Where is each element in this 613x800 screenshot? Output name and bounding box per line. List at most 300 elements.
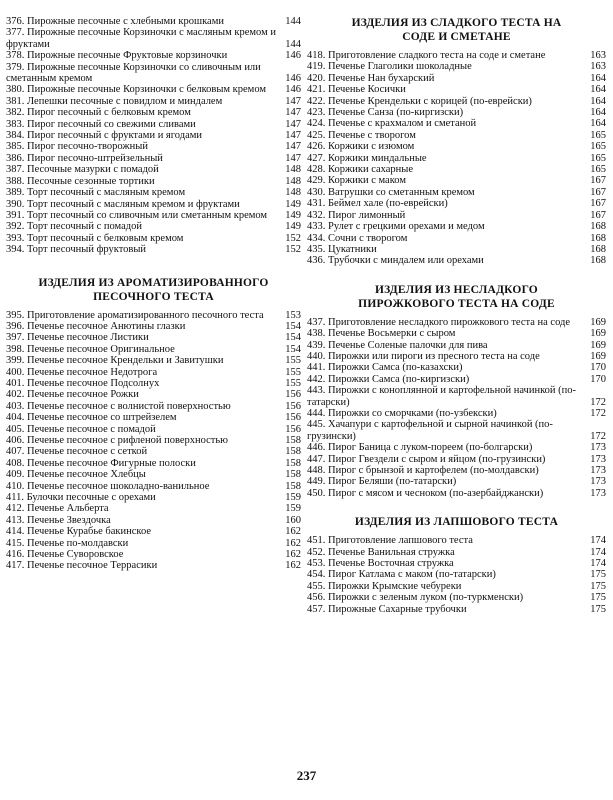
entry-page-number: 175	[590, 580, 606, 592]
entry-title: Булочки песочные с орехами	[26, 492, 156, 504]
entry-number: 398.	[6, 343, 25, 355]
entry-page-number: 144	[285, 38, 301, 50]
entry-number: 433.	[307, 221, 326, 233]
entry-number: 379.	[6, 61, 25, 73]
entry-page-number: 147	[285, 95, 301, 107]
entry-number: 443.	[307, 385, 326, 397]
entry-number: 449.	[307, 476, 326, 488]
entry-number: 385.	[6, 141, 25, 153]
entry-title: Пирог Баница с луком-пореем (по-болгарски)	[328, 442, 533, 454]
entry-title: Торт песочный с помадой	[27, 221, 142, 233]
entry-page-number: 162	[285, 526, 301, 538]
entry-title: Печенье Санза (по-киргизски)	[328, 107, 464, 119]
entry-title: Торт песочный с масляным кремом	[27, 187, 186, 199]
entry-title: Пирожные Сахарные трубочки	[328, 603, 467, 615]
entry-title: Печенье Звездочка	[27, 514, 111, 526]
toc-entry	[6, 153, 301, 164]
entry-title: Песочные мазурки с помадой	[27, 164, 159, 176]
section-title-line: СОДЕ И СМЕТАНЕ	[402, 31, 511, 43]
entry-page-number: 160	[285, 514, 301, 526]
entry-title: Печенье песочное Фигурные полоски	[27, 457, 196, 469]
entry-page-number: 158	[285, 469, 301, 481]
toc-entry	[6, 503, 301, 514]
entry-number: 453.	[307, 558, 326, 570]
entry-number: 445.	[307, 419, 326, 431]
entry-number: 399.	[6, 355, 25, 367]
toc-entry	[307, 198, 606, 209]
toc-entry	[307, 61, 606, 72]
entry-title: Торт песочный с масляным кремом и фруктами	[27, 198, 240, 210]
entry-number: 448.	[307, 465, 326, 476]
right-column	[307, 16, 606, 615]
entry-title: Печенье песочное с помадой	[27, 423, 156, 435]
entry-page-number: 167	[590, 198, 606, 210]
entry-page-number: 152	[285, 232, 301, 244]
entry-page-number: 154	[285, 343, 301, 355]
entry-title: Печенье песочное с рифленой поверхностью	[27, 435, 229, 446]
entry-title: Пирожные песочные Корзиночки с масляным кремом и фруктами	[6, 27, 276, 50]
entry-page-number: 167	[590, 175, 606, 187]
section-title-line: ИЗДЕЛИЯ ИЗ НЕСЛАДКОГО	[375, 283, 538, 296]
page-number: 237	[296, 768, 317, 783]
entry-number: 413.	[6, 514, 25, 526]
section-title-line: ИЗДЕЛИЯ ИЗ ЛАПШОВОГО ТЕСТА	[354, 516, 559, 529]
entry-title: Пирог песочный с белковым кремом	[27, 107, 191, 119]
entry-page-number: 173	[590, 465, 606, 476]
entry-title: Печенье песочное Террасики	[27, 560, 158, 572]
entry-page-number: 146	[285, 84, 301, 96]
entry-number: 436.	[307, 255, 326, 267]
entry-number: 391.	[6, 209, 25, 221]
entry-title: Печенье песочное Подсолнух	[27, 377, 160, 389]
left-column	[6, 16, 301, 572]
entry-page-number: 170	[590, 373, 606, 385]
entry-title: Пирожки с коноплянной и картофельной начинкой (по-татарски)	[307, 385, 577, 408]
entry-page-number: 172	[590, 407, 606, 419]
entry-page-number: 168	[590, 255, 606, 267]
entry-title: Печенье Восточная стружка	[328, 558, 454, 570]
entry-page-number: 147	[285, 118, 301, 130]
toc-entry	[307, 454, 606, 465]
entry-number: 432.	[307, 209, 326, 221]
entry-title: Печенье песочное Оригинальное	[27, 343, 175, 355]
entry-page-number: 164	[590, 107, 606, 119]
entry-page-number: 147	[285, 141, 301, 153]
entry-title: Пирог Катлама с маком (по-татарски)	[328, 569, 496, 581]
entry-number: 416.	[6, 549, 25, 561]
entry-number: 408.	[6, 457, 25, 469]
entry-page-number: 173	[590, 442, 606, 454]
entry-page-number: 169	[590, 350, 606, 362]
entry-page-number: 147	[285, 152, 301, 164]
toc-entry	[6, 233, 301, 244]
entry-number: 437.	[307, 316, 326, 328]
toc-entry	[307, 592, 606, 603]
entry-title: Лепешки песочные с повидлом и миндалем	[27, 95, 223, 107]
toc-entry	[6, 560, 301, 571]
entry-number: 422.	[307, 95, 326, 107]
entry-number: 421.	[307, 84, 326, 96]
toc-entry	[6, 515, 301, 526]
entry-page-number: 165	[590, 152, 606, 164]
toc-entry	[307, 84, 606, 95]
toc-entry	[6, 332, 301, 343]
entry-page-number: 158	[285, 480, 301, 492]
section-title-line: ПИРОЖКОВОГО ТЕСТА НА СОДЕ	[358, 297, 555, 310]
entry-page-number: 149	[285, 198, 301, 210]
toc-entry	[307, 569, 606, 580]
toc-entry	[307, 221, 606, 232]
entry-page-number: 173	[590, 453, 606, 465]
entry-number: 411.	[6, 492, 24, 504]
entry-list	[6, 310, 301, 572]
toc-entry	[307, 558, 606, 569]
entry-page-number: 175	[590, 603, 606, 615]
entry-page-number: 164	[590, 72, 606, 84]
entry-number: 425.	[307, 129, 326, 141]
toc-entry	[6, 244, 301, 255]
toc-entry	[307, 581, 606, 592]
toc-entry	[307, 340, 606, 351]
entry-number: 428.	[307, 164, 326, 176]
entry-title: Печенье Соленые палочки для пива	[328, 339, 488, 351]
entry-number: 393.	[6, 232, 25, 244]
entry-page-number: 168	[590, 243, 606, 255]
entry-number: 452.	[307, 546, 326, 558]
entry-title: Торт песочный со сливочным или сметанным кремом	[27, 209, 268, 221]
toc-entry	[6, 367, 301, 378]
toc-entry	[6, 344, 301, 355]
toc-entry	[307, 141, 606, 152]
entry-page-number: 165	[590, 141, 606, 153]
entry-number: 397.	[6, 332, 25, 344]
entry-title: Пирог песочный со свежими сливами	[27, 118, 196, 130]
entry-title: Пирог Беляши (по-татарски)	[328, 476, 457, 488]
entry-title: Печенье песочное Листики	[27, 332, 149, 344]
entry-page-number: 144	[285, 16, 301, 27]
entry-page-number: 155	[285, 366, 301, 378]
toc-entry	[307, 362, 606, 373]
entry-title: Печенье песочное Анютины глазки	[27, 320, 186, 332]
entry-page-number: 170	[590, 362, 606, 374]
entry-number: 389.	[6, 187, 25, 199]
entry-title: Печенье песочное Крендельки и Завитушки	[27, 355, 224, 367]
entry-title: Пирог Гвездели с сыром и яйцом (по-грузински)	[328, 453, 546, 465]
entry-page-number: 156	[285, 400, 301, 412]
toc-entry	[307, 175, 606, 186]
toc-entry	[307, 465, 606, 476]
entry-number: 378.	[6, 50, 25, 62]
toc-entry	[6, 164, 301, 175]
entry-page-number: 174	[590, 535, 606, 547]
toc-entry	[6, 27, 301, 50]
entry-number: 438.	[307, 328, 326, 340]
entry-number: 384.	[6, 130, 25, 142]
section-title-line: ПЕСОЧНОГО ТЕСТА	[93, 290, 214, 303]
entry-page-number: 148	[285, 187, 301, 199]
entry-title: Печенье по-молдавски	[27, 537, 129, 549]
entry-number: 431.	[307, 198, 326, 210]
entry-page-number: 148	[285, 164, 301, 176]
section-heading	[307, 515, 606, 529]
entry-title: Пирог лимонный	[328, 209, 406, 221]
entry-title: Пирог с мясом и чесноком (по-азербайджански)	[328, 487, 544, 499]
entry-title: Пирожки Самса (по-киргизски)	[328, 373, 470, 385]
entry-number: 439.	[307, 339, 326, 351]
entry-title: Приготовление сладкого теста на соде и сметане	[328, 50, 546, 61]
section-heading	[307, 16, 606, 44]
entry-page-number: 174	[590, 546, 606, 558]
entry-title: Торт песочный фруктовый	[27, 244, 147, 256]
toc-entry	[6, 321, 301, 332]
entry-page-number: 169	[590, 339, 606, 351]
entry-list	[307, 50, 606, 267]
entry-page-number: 159	[285, 503, 301, 515]
entry-title: Пирожки Крымские чебуреки	[328, 580, 462, 592]
toc-entry	[307, 408, 606, 419]
toc-entry	[6, 389, 301, 400]
entry-page-number: 163	[590, 50, 606, 61]
toc-entry	[6, 107, 301, 118]
entry-number: 404.	[6, 412, 25, 424]
entry-number: 377.	[6, 27, 25, 39]
toc-entry	[6, 458, 301, 469]
entry-number: 440.	[307, 350, 326, 362]
toc-entry	[307, 328, 606, 339]
entry-page-number: 154	[285, 320, 301, 332]
toc-entry	[307, 255, 606, 266]
entry-title: Печенье песочное Рожки	[27, 389, 139, 401]
entry-title: Ватрушки со сметанным кремом	[328, 186, 475, 198]
entry-title: Печенье Суворовское	[27, 549, 124, 561]
toc-entry	[6, 446, 301, 457]
entry-number: 402.	[6, 389, 25, 401]
toc-entry	[307, 442, 606, 453]
entry-page-number: 172	[590, 396, 606, 408]
entry-title: Печенье с крахмалом и сметаной	[328, 118, 477, 130]
entry-title: Рулет с грецкими орехами и медом	[328, 221, 485, 233]
toc-entry	[307, 107, 606, 118]
entry-title: Печенье Крендельки с корицей (по-еврейски)	[328, 95, 532, 107]
entry-title: Трубочки с миндалем или орехами	[328, 255, 484, 267]
entry-title: Пирожные песочные Фруктовые корзиночки	[27, 50, 228, 62]
entry-number: 406.	[6, 435, 25, 446]
toc-entry	[6, 130, 301, 141]
entry-page-number: 155	[285, 377, 301, 389]
entry-number: 407.	[6, 446, 25, 458]
toc-entry	[307, 96, 606, 107]
entry-number: 382.	[6, 107, 25, 119]
entry-list	[307, 317, 606, 500]
entry-number: 417.	[6, 560, 25, 572]
entry-page-number: 147	[285, 130, 301, 142]
entry-title: Приготовление несладкого пирожкового теста на соде	[328, 316, 571, 328]
entry-list	[6, 16, 301, 256]
entry-title: Пирог песочный с фруктами и ягодами	[27, 130, 203, 142]
entry-title: Беймел хале (по-еврейски)	[328, 198, 448, 210]
entry-number: 412.	[6, 503, 25, 515]
entry-page-number: 174	[590, 558, 606, 570]
toc-entry	[307, 488, 606, 499]
toc-entry	[307, 604, 606, 615]
entry-title: Пирог песочно-творожный	[27, 141, 148, 153]
entry-title: Пирожки с зеленым луком (по-туркменски)	[328, 592, 524, 604]
entry-number: 456.	[307, 592, 326, 604]
entry-page-number: 168	[590, 221, 606, 233]
toc-entry	[307, 118, 606, 129]
entry-title: Коржики сахарные	[328, 164, 414, 176]
entry-title: Печенье песочное со штрейзелем	[27, 412, 177, 424]
section-title-line: ИЗДЕЛИЯ ИЗ АРОМАТИЗИРОВАННОГО	[38, 276, 269, 289]
entry-title: Печенье с творогом	[328, 129, 416, 141]
entry-page-number: 153	[285, 309, 301, 321]
section-heading	[6, 276, 301, 304]
toc-entry	[6, 119, 301, 130]
entry-number: 457.	[307, 603, 326, 615]
entry-number: 388.	[6, 175, 25, 187]
entry-number: 429.	[307, 175, 326, 187]
entry-number: 414.	[6, 526, 25, 538]
toc-entry	[307, 317, 606, 328]
entry-page-number: 147	[285, 107, 301, 119]
entry-title: Печенье Курабье бакинское	[27, 526, 152, 538]
entry-page-number: 156	[285, 423, 301, 435]
toc-entry	[6, 310, 301, 321]
section-heading	[307, 283, 606, 311]
entry-title: Пирог с брынзой и картофелем (по-молдавски)	[328, 465, 539, 476]
toc-entry	[307, 419, 606, 442]
entry-page-number: 149	[285, 209, 301, 221]
entry-number: 419.	[307, 61, 326, 73]
entry-number: 383.	[6, 118, 25, 130]
toc-entry	[307, 210, 606, 221]
entry-page-number: 169	[590, 316, 606, 328]
entry-number: 447.	[307, 453, 326, 465]
entry-title: Пирог песочно-штрейзельный	[27, 152, 163, 164]
toc-entry	[6, 424, 301, 435]
entry-page-number: 167	[590, 186, 606, 198]
entry-title: Печенье Глаголики шоколадные	[328, 61, 472, 73]
entry-page-number: 164	[590, 118, 606, 130]
toc-entry	[6, 412, 301, 423]
entry-number: 420.	[307, 72, 326, 84]
toc-entry	[6, 187, 301, 198]
entry-title: Сочни с творогом	[328, 232, 408, 244]
section-title-line: ИЗДЕЛИЯ ИЗ СЛАДКОГО ТЕСТА НА	[351, 17, 562, 29]
entry-list	[307, 535, 606, 615]
toc-entry	[307, 244, 606, 255]
entry-title: Пирожки или пироги из пресного теста на соде	[328, 350, 540, 362]
entry-title: Печенье Нан бухарский	[328, 72, 435, 84]
entry-title: Печенье песочное шоколадно-ванильное	[27, 480, 210, 492]
entry-page-number: 175	[590, 569, 606, 581]
entry-title: Печенье Косички	[328, 84, 406, 96]
toc-entry	[307, 130, 606, 141]
entry-number: 381.	[6, 95, 25, 107]
toc-entry	[307, 73, 606, 84]
entry-number: 444.	[307, 407, 326, 419]
toc-entry	[6, 199, 301, 210]
entry-page-number: 173	[590, 476, 606, 488]
toc-entry	[6, 355, 301, 366]
entry-page-number: 175	[590, 592, 606, 604]
entry-number: 426.	[307, 141, 326, 153]
entry-page-number: 158	[285, 446, 301, 458]
entry-title: Песочные сезонные тортики	[27, 175, 155, 187]
entry-page-number: 165	[590, 129, 606, 141]
entry-number: 430.	[307, 186, 326, 198]
toc-entry	[6, 62, 301, 85]
entry-page-number: 169	[590, 328, 606, 340]
entry-number: 390.	[6, 198, 25, 210]
entry-title: Пирожные песочные Корзиночки с белковым кремом	[27, 84, 267, 96]
entry-page-number: 155	[285, 355, 301, 367]
entry-page-number: 172	[590, 430, 606, 442]
entry-title: Приготовление ароматизированного песочного теста	[27, 309, 264, 321]
toc-entry	[6, 435, 301, 446]
entry-page-number: 149	[285, 221, 301, 233]
toc-entry	[307, 153, 606, 164]
entry-page-number: 165	[590, 164, 606, 176]
entry-page-number: 148	[285, 175, 301, 187]
toc-entry	[307, 547, 606, 558]
toc-entry	[6, 538, 301, 549]
toc-entry	[307, 164, 606, 175]
entry-number: 394.	[6, 244, 25, 256]
entry-page-number: 168	[590, 232, 606, 244]
toc-entry	[6, 96, 301, 107]
entry-page-number: 156	[285, 412, 301, 424]
entry-title: Печенье песочное с волнистой поверхностью	[27, 400, 231, 412]
toc-entry	[307, 374, 606, 385]
entry-number: 403.	[6, 400, 25, 412]
entry-number: 386.	[6, 152, 25, 164]
entry-page-number: 146	[285, 50, 301, 62]
toc-entry	[6, 469, 301, 480]
entry-title: Пирожные песочные с хлебными крошками	[27, 16, 224, 27]
entry-page-number: 158	[285, 457, 301, 469]
entry-number: 427.	[307, 152, 326, 164]
entry-title: Пирожки Самса (по-казахски)	[328, 362, 463, 374]
entry-number: 423.	[307, 107, 326, 119]
toc-entry	[6, 492, 301, 503]
entry-page-number: 163	[590, 61, 606, 73]
entry-page-number: 162	[285, 549, 301, 561]
toc-entry	[307, 476, 606, 487]
entry-page-number: 162	[285, 560, 301, 572]
entry-page-number: 154	[285, 332, 301, 344]
entry-number: 441.	[307, 362, 326, 374]
entry-number: 424.	[307, 118, 326, 130]
entry-number: 405.	[6, 423, 25, 435]
entry-title: Торт песочный с белковым кремом	[27, 232, 184, 244]
toc-entry	[6, 50, 301, 61]
entry-number: 442.	[307, 373, 326, 385]
entry-page-number: 159	[285, 492, 301, 504]
entry-number: 415.	[6, 537, 25, 549]
toc-entry	[6, 526, 301, 537]
entry-number: 410.	[6, 480, 25, 492]
toc-entry	[6, 84, 301, 95]
entry-number: 376.	[6, 16, 25, 27]
toc-entry	[6, 549, 301, 560]
entry-number: 401.	[6, 377, 25, 389]
entry-title: Печенье песочное Хлебцы	[27, 469, 146, 481]
toc-entry	[307, 385, 606, 408]
entry-title: Коржики с изюмом	[328, 141, 415, 153]
toc-entry	[307, 351, 606, 362]
entry-page-number: 164	[590, 84, 606, 96]
